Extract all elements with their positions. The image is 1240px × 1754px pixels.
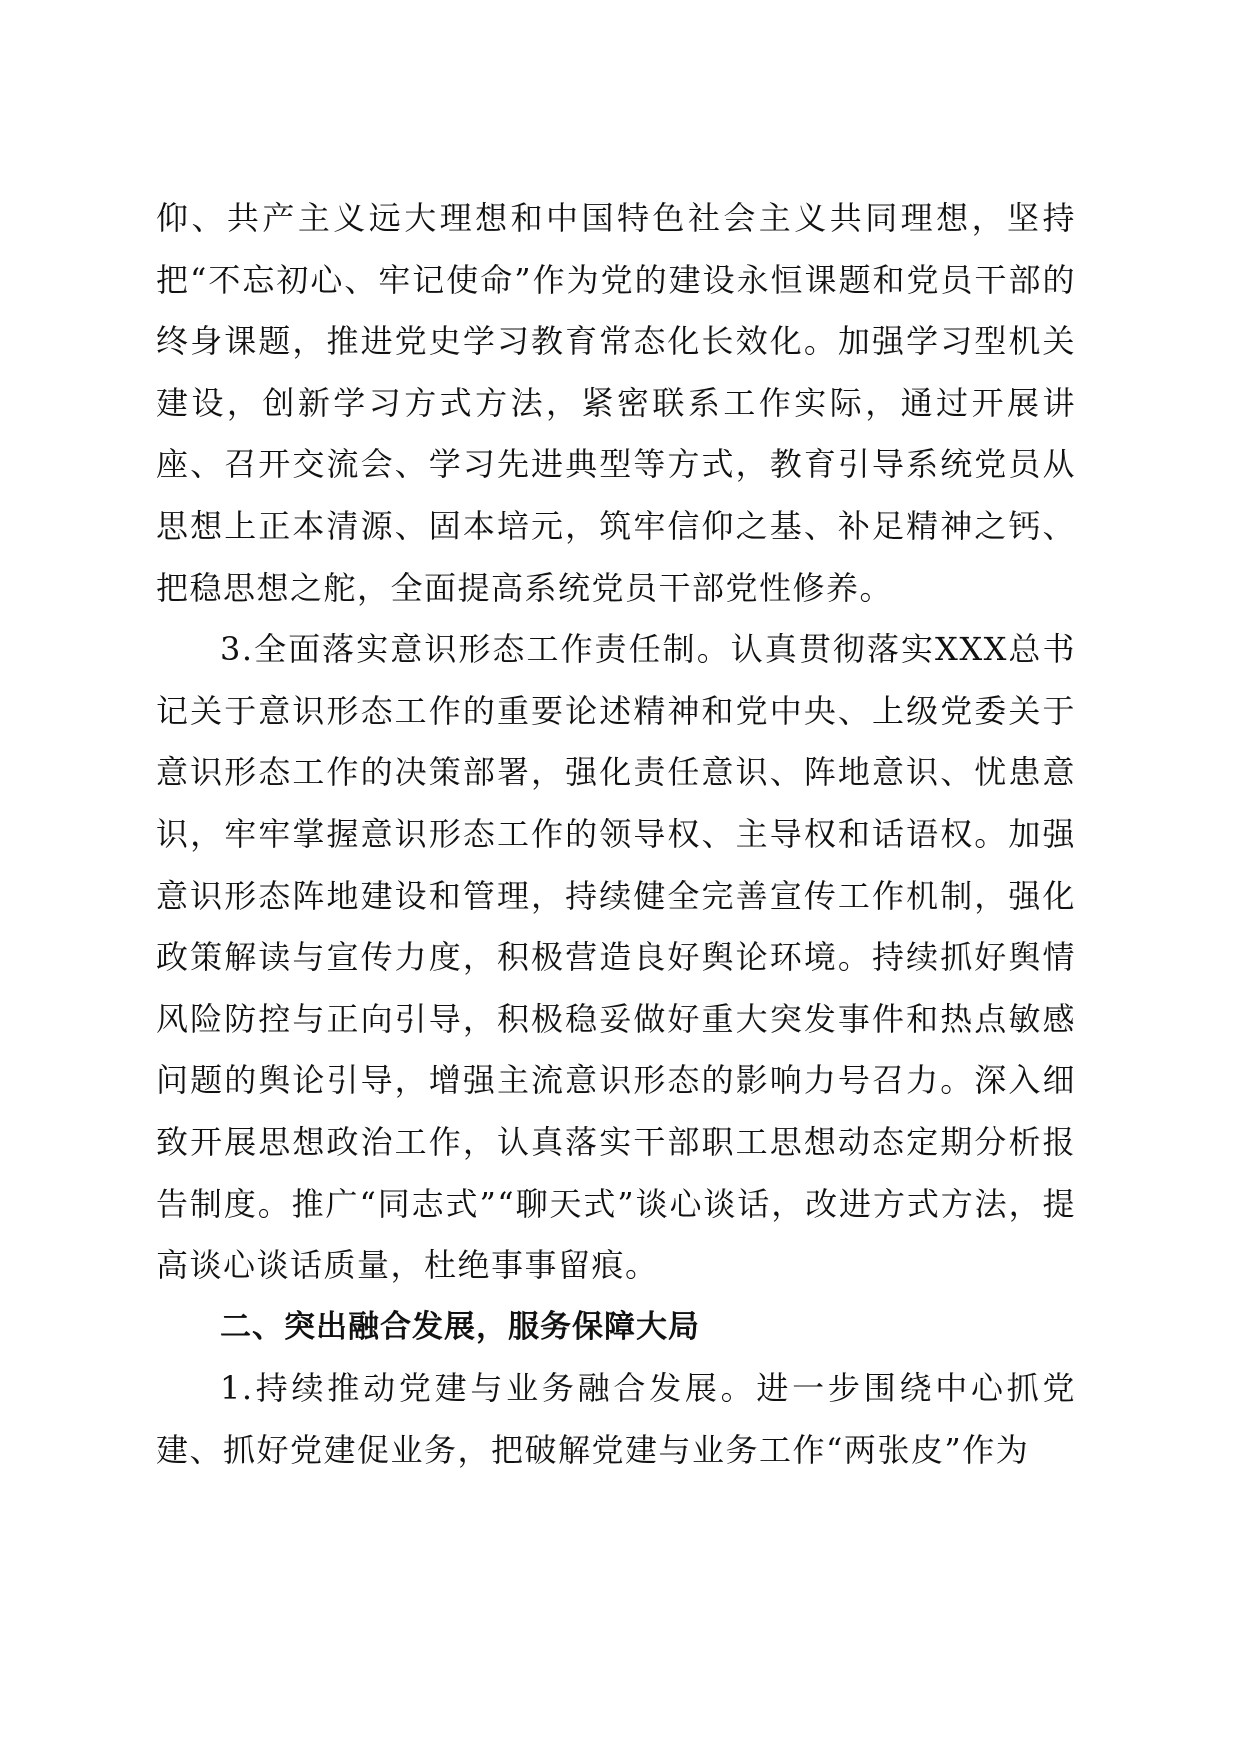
section-heading-integrated-development: 二、突出融合发展，服务保障大局 bbox=[220, 1308, 700, 1345]
paragraph-party-business-integration: 1.持续推动党建与业务融合发展。进一步围绕中心抓党建、抓好党建促业务，把破解党建与业务工作“两张皮”作为 bbox=[156, 1369, 1076, 1469]
paragraph-continuation: 仰、共产主义远大理想和中国特色社会主义共同理想，坚持把“不忘初心、牢记使命”作为党的建设永恒课题和党员干部的终身课题，推进党史学习教育常态化长效化。加强学习型机关建设，创新学习方式方法，紧密联系工作实际，通过开展讲座、召开交流会、学习先进典型等方式，教育引导系统党员从思想上正本清源、固本培元，筑牢信仰之基、补足精神之钙、把稳思想之舵，全面提高系统党员干部党性修养。 bbox=[156, 199, 1076, 607]
document-body bbox=[156, 188, 1076, 1481]
paragraph-ideology-responsibility: 3.全面落实意识形态工作责任制。认真贯彻落实XXX总书记关于意识形态工作的重要论述精神和党中央、上级党委关于意识形态工作的决策部署，强化责任意识、阵地意识、忧患意识，牢牢掌握意识形态工作的领导权、主导权和话语权。加强意识形态阵地建设和管理，持续健全完善宣传工作机制，强化政策解读与宣传力度，积极营造良好舆论环境。持续抓好舆情风险防控与正向引导，积极稳妥做好重大突发事件和热点敏感问题的舆论引导，增强主流意识形态的影响力号召力。深入细致开展思想政治工作，认真落实干部职工思想动态定期分析报告制度。推广“同志式”“聊天式”谈心谈话，改进方式方法，提高谈心谈话质量，杜绝事事留痕。 bbox=[156, 630, 1076, 1285]
